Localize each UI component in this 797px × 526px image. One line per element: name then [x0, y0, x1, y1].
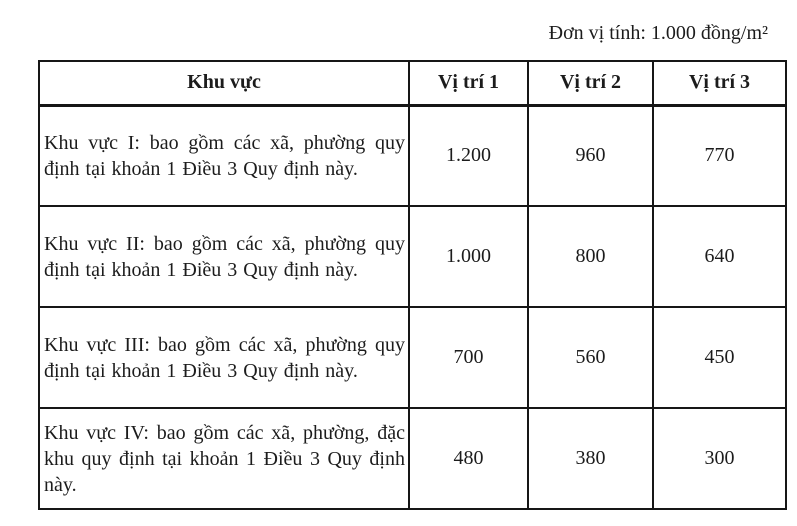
price-khu-vuc-1-vi-tri-2: 960	[528, 105, 653, 206]
table-row	[39, 307, 786, 408]
area-description-khu-vuc-2: Khu vực II: bao gồm các xã, phường quy định tại khoản 1 Điều 3 Quy định này.	[39, 206, 409, 307]
price-khu-vuc-2-vi-tri-1: 1.000	[409, 206, 528, 307]
price-khu-vuc-4-vi-tri-1: 480	[409, 408, 528, 509]
price-khu-vuc-1-vi-tri-1: 1.200	[409, 105, 528, 206]
price-khu-vuc-3-vi-tri-1: 700	[409, 307, 528, 408]
price-khu-vuc-2-vi-tri-2: 800	[528, 206, 653, 307]
area-description-khu-vuc-1: Khu vực I: bao gồm các xã, phường quy định tại khoản 1 Điều 3 Quy định này.	[39, 105, 409, 206]
price-khu-vuc-3-vi-tri-3: 450	[653, 307, 786, 408]
table-row	[39, 206, 786, 307]
table-row	[39, 105, 786, 206]
area-description-khu-vuc-4: Khu vực IV: bao gồm các xã, phường, đặc khu quy định tại khoản 1 Điều 3 Quy định này.	[39, 408, 409, 509]
column-header-vi-tri-1: Vị trí 1	[409, 61, 528, 105]
price-khu-vuc-4-vi-tri-2: 380	[528, 408, 653, 509]
unit-caption: Đơn vị tính: 1.000 đồng/m²	[548, 22, 768, 44]
column-header-khu-vuc: Khu vực	[39, 61, 409, 105]
table-header-row	[39, 61, 786, 105]
column-header-vi-tri-2: Vị trí 2	[528, 61, 653, 105]
price-khu-vuc-1-vi-tri-3: 770	[653, 105, 786, 206]
price-khu-vuc-2-vi-tri-3: 640	[653, 206, 786, 307]
price-khu-vuc-3-vi-tri-2: 560	[528, 307, 653, 408]
price-khu-vuc-4-vi-tri-3: 300	[653, 408, 786, 509]
column-header-vi-tri-3: Vị trí 3	[653, 61, 786, 105]
land-price-table	[38, 60, 787, 510]
table-row	[39, 408, 786, 509]
area-description-khu-vuc-3: Khu vực III: bao gồm các xã, phường quy định tại khoản 1 Điều 3 Quy định này.	[39, 307, 409, 408]
